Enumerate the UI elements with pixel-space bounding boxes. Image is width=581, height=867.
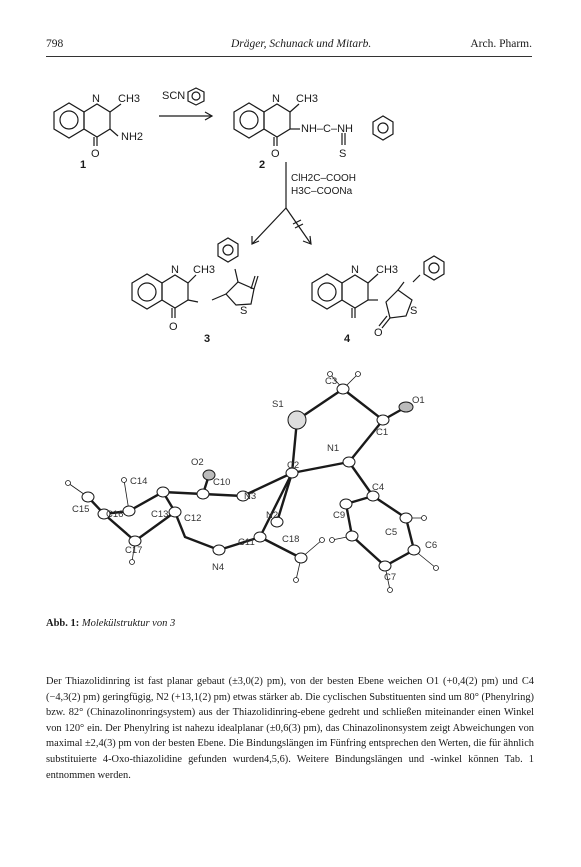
label-c18: C18 bbox=[282, 534, 300, 545]
atom-c6 bbox=[408, 545, 420, 555]
label-c11: C11 bbox=[238, 537, 255, 548]
atom-c1 bbox=[377, 415, 389, 425]
compound-1-structure bbox=[54, 103, 121, 146]
label-n4: N4 bbox=[212, 562, 225, 573]
atom-c8 bbox=[346, 531, 358, 541]
atom-c18 bbox=[295, 553, 307, 563]
atom-c15 bbox=[82, 492, 94, 502]
label-c14: C14 bbox=[130, 476, 148, 487]
c2-ch3-label: CH3 bbox=[296, 93, 319, 105]
caption-text: Molekülstruktur von 3 bbox=[81, 618, 176, 629]
atom-c10 bbox=[197, 489, 209, 499]
atom-c12 bbox=[169, 507, 181, 517]
label-c15: C15 bbox=[72, 504, 90, 515]
label-n2: N2 bbox=[266, 510, 279, 521]
c4-s-label: S bbox=[410, 305, 418, 317]
label-c5: C5 bbox=[385, 527, 398, 538]
compound-2-number: 2 bbox=[259, 159, 266, 171]
body-paragraph: Der Thiazolidinring ist fast planar gebaut (±3,0(2) pm), von der besten Ebene weichen O1 (+0,4(2) pm) und C4 (−4,3(2) pm) geringfügig, N2 (+13,1(2) pm) etwas stärker ab. Die cyclischen Substituenten sind um 80° (Phenylring) bzw. 82° (Chinazolinonringsystem) aus der Thiazolidinring-ebene gedreht und schließen miteinander einen Winkel von 120° ein. Der Phenylring ist nahezu idealplanar (±0,6(3) pm), das Chinazolinonsystem zeigt Abweichungen von maximal ±2,4(3) pm von der besten Ebene. Die Bindungslängen im Fünfring entsprechen den Werten, die für ähnlich substituierte 4-Oxo-thiazolidine gefunden wurden4,5,6). Weitere Bindungslängen und -winkel können Tab. 1 entnommen werden. bbox=[46, 676, 534, 781]
atom-o1 bbox=[399, 402, 413, 412]
label-c13: C13 bbox=[151, 509, 169, 520]
compound-1-number: 1 bbox=[80, 159, 87, 171]
atom-c9 bbox=[340, 499, 352, 509]
atom-c3 bbox=[337, 384, 349, 394]
label-c17: C17 bbox=[125, 545, 143, 556]
label-c10: C10 bbox=[213, 477, 231, 488]
c4-n-label: N bbox=[351, 264, 359, 276]
caption-label: Abb. 1: bbox=[46, 618, 80, 629]
compound-4-number: 4 bbox=[344, 333, 351, 345]
condition-2: H3C–COONa bbox=[291, 186, 353, 197]
reagent-scn-label: SCN bbox=[162, 90, 186, 102]
c3-n-label: N bbox=[171, 264, 179, 276]
label-c16: C16 bbox=[106, 509, 124, 520]
c2-n-label: N bbox=[272, 93, 280, 105]
condition-1: ClH2C–COOH bbox=[291, 173, 357, 184]
page-number: 798 bbox=[46, 38, 64, 50]
atom-n4 bbox=[213, 545, 225, 555]
c1-o-label: O bbox=[91, 148, 100, 160]
atom-s1 bbox=[288, 411, 306, 429]
label-c9: C9 bbox=[333, 510, 346, 521]
atom-c14 bbox=[123, 506, 135, 516]
label-c4: C4 bbox=[372, 482, 385, 493]
label-c12: C12 bbox=[184, 513, 202, 524]
c2-o-label: O bbox=[271, 148, 280, 160]
label-o1: O1 bbox=[412, 395, 425, 406]
label-s1: S1 bbox=[272, 399, 284, 410]
c1-n-label: N bbox=[92, 93, 100, 105]
c1-nh2-label: NH2 bbox=[121, 131, 144, 143]
atom-c13 bbox=[157, 487, 169, 497]
compound-3-number: 3 bbox=[204, 333, 211, 345]
c4-ch3-label: CH3 bbox=[376, 264, 399, 276]
atom-c11 bbox=[254, 532, 266, 542]
ortep-structure bbox=[66, 372, 439, 593]
figure-caption bbox=[46, 618, 175, 629]
c3-s-label: S bbox=[240, 305, 248, 317]
label-n3: N3 bbox=[244, 491, 257, 502]
c2-chain-label: NH–C–NH bbox=[301, 123, 353, 135]
label-c6: C6 bbox=[425, 540, 438, 551]
atom-c7 bbox=[379, 561, 391, 571]
c2-s-label: S bbox=[339, 148, 347, 160]
c3-ch3-label: CH3 bbox=[193, 264, 216, 276]
label-n1: N1 bbox=[327, 443, 340, 454]
c1-ch3-label: CH3 bbox=[118, 93, 141, 105]
c3-o-label: O bbox=[169, 321, 178, 333]
label-c2: C2 bbox=[287, 460, 300, 471]
atom-c5 bbox=[400, 513, 412, 523]
label-c1: C1 bbox=[376, 427, 389, 438]
running-authors: Dräger, Schunack und Mitarb. bbox=[231, 38, 372, 50]
label-o2: O2 bbox=[191, 457, 204, 468]
label-c7: C7 bbox=[384, 572, 397, 583]
journal-name: Arch. Pharm. bbox=[470, 38, 532, 50]
atom-n1 bbox=[343, 457, 355, 467]
label-c3: C3 bbox=[325, 376, 338, 387]
c4-o-label: O bbox=[374, 327, 383, 339]
